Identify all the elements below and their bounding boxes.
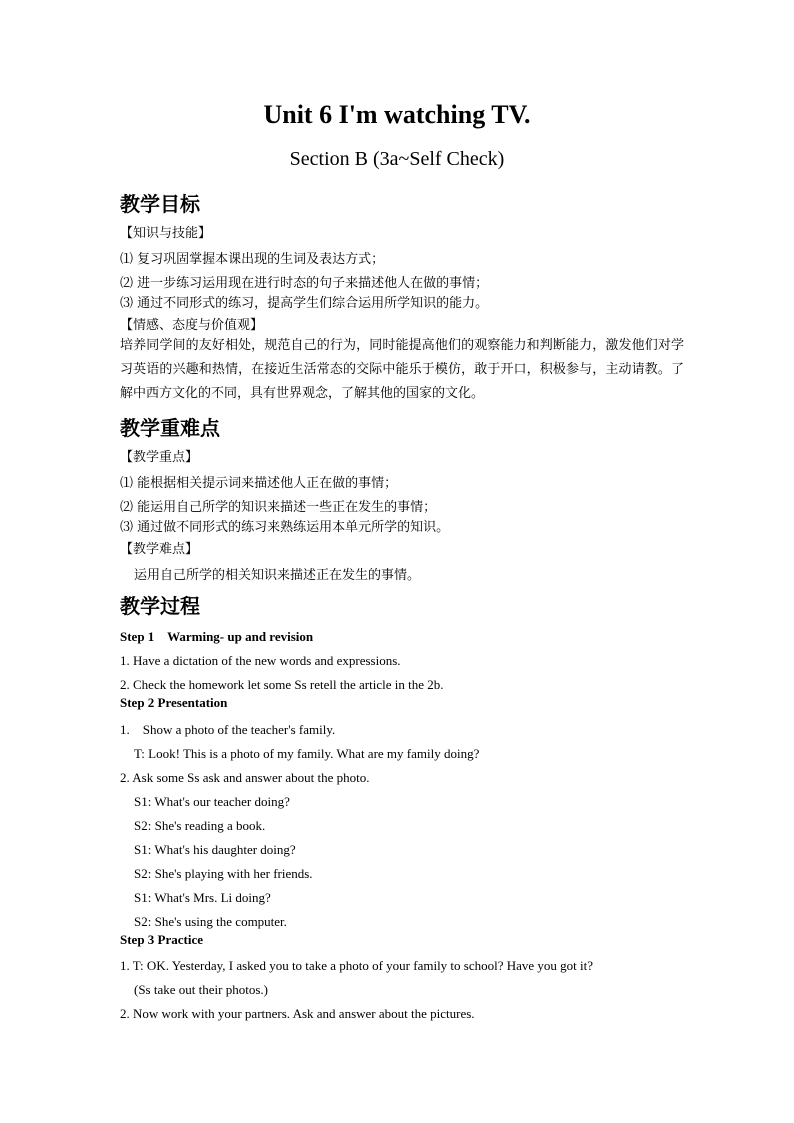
knowledge-label: 【知识与技能】 xyxy=(120,226,212,241)
document-subtitle: Section B (3a~Self Check) xyxy=(289,148,505,170)
dialogue-line: S1: What's our teacher doing? xyxy=(134,794,290,809)
process-heading: 教学过程 xyxy=(120,594,200,618)
knowledge-item: ⑶ 通过不同形式的练习，提高学生们综合运用所学知识的能力。 xyxy=(120,296,489,311)
step3-line: 1. T: OK. Yesterday, I asked you to take a photo of your family to school? Have you got it? xyxy=(120,958,594,973)
dialogue-line: S2: She's reading a book. xyxy=(134,818,266,833)
emotion-paragraph: 培养同学间的友好相处，规范自己的行为，同时能提高他们的观察能力和判断能力，激发他们对学习英语的兴趣和热情，在接近生活常态的交际中能乐于模仿，敢于开口，积极参与，主动请教。了解中西方文化的不同，具有世界观念，了解其他的国家的文化。 xyxy=(120,338,684,401)
focus-label: 【教学重点】 xyxy=(120,450,199,465)
step1-title: Step 1 Warming- up and revision xyxy=(120,629,314,644)
step2-title: Step 2 Presentation xyxy=(120,695,228,710)
dialogue-line: S1: What's his daughter doing? xyxy=(134,842,296,857)
difficulty-label: 【教学难点】 xyxy=(120,542,199,557)
step2-line: T: Look! This is a photo of my family. What are my family doing? xyxy=(134,746,480,761)
objectives-heading: 教学目标 xyxy=(120,192,200,216)
step1-line: 1. Have a dictation of the new words and expressions. xyxy=(120,653,401,668)
document-title: Unit 6 I'm watching TV. xyxy=(263,100,531,129)
knowledge-item: ⑴ 复习巩固掌握本课出现的生词及表达方式； xyxy=(120,252,385,267)
step3-line: 2. Now work with your partners. Ask and answer about the pictures. xyxy=(120,1006,475,1021)
dialogue-line: S1: What's Mrs. Li doing? xyxy=(134,890,271,905)
focus-item: ⑶ 通过做不同形式的练习来熟练运用本单元所学的知识。 xyxy=(120,520,450,535)
focus-item: ⑵ 能运用自己所学的知识来描述一些正在发生的事情； xyxy=(120,500,437,515)
step2-line: 2. Ask some Ss ask and answer about the photo. xyxy=(120,770,370,785)
emotion-label: 【情感、态度与价值观】 xyxy=(120,318,264,333)
step3-title: Step 3 Practice xyxy=(120,932,204,947)
step2-line: 1. Show a photo of the teacher's family. xyxy=(120,722,336,737)
focus-item: ⑴ 能根据相关提示词来描述他人正在做的事情； xyxy=(120,476,398,491)
knowledge-item: ⑵ 进一步练习运用现在进行时态的句子来描述他人在做的事情； xyxy=(120,276,489,291)
key-points-heading: 教学重难点 xyxy=(120,416,220,440)
dialogue-line: S2: She's playing with her friends. xyxy=(134,866,313,881)
dialogue-line: S2: She's using the computer. xyxy=(134,914,287,929)
step3-line: (Ss take out their photos.) xyxy=(134,982,268,997)
step1-line: 2. Check the homework let some Ss retell the article in the 2b. xyxy=(120,677,444,692)
difficulty-text: 运用自己所学的相关知识来描述正在发生的事情。 xyxy=(134,568,421,583)
